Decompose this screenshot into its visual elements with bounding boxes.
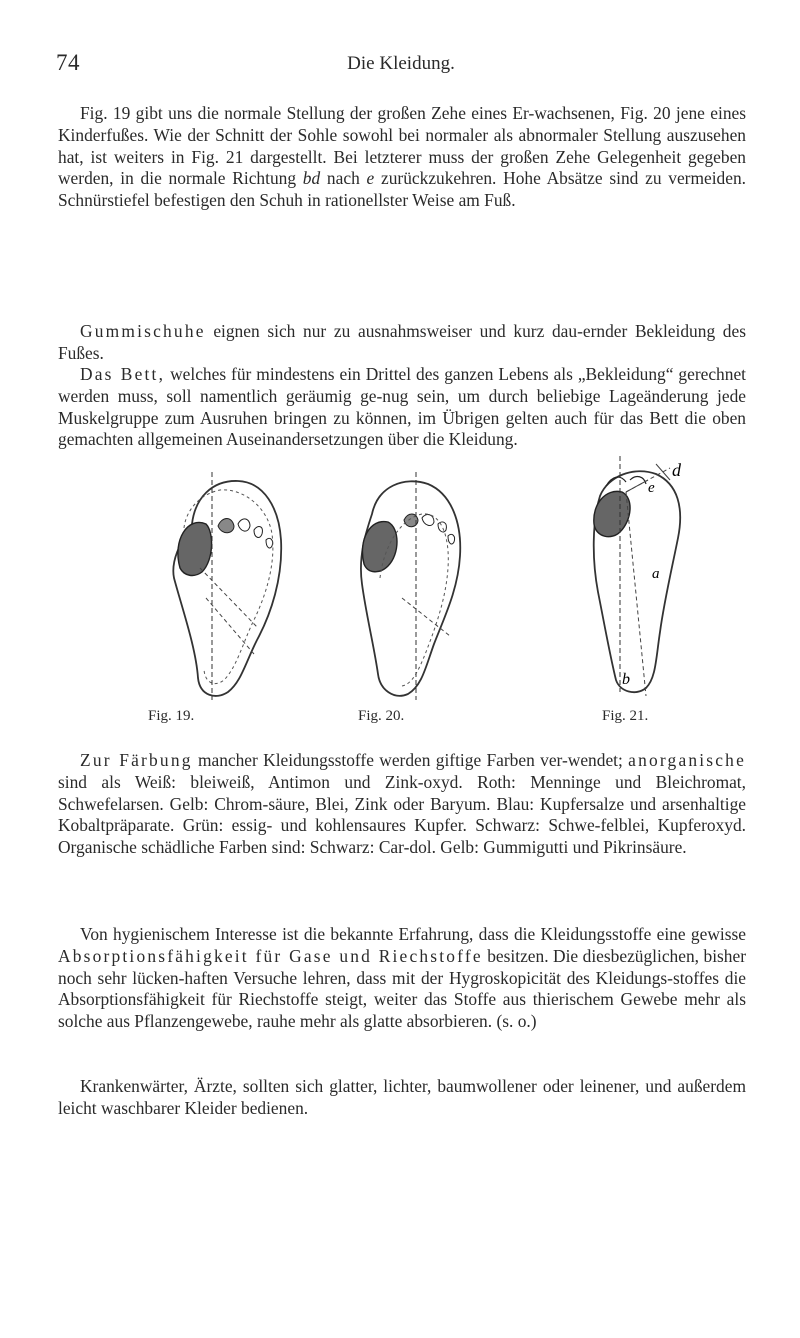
label-bd: bd [302, 168, 321, 189]
paragraph-dyes: Zur Färbung mancher Kleidungsstoffe werden giftige Farben ver-wendet; anorganische sind als Weiß: bleiweiß, Antimon und Zink-oxyd. Roth: Menninge und Bleichromat, Schwefelarsen. Gelb: Chrom-säure, Blei, Zink oder Baryum. Blau: Kupfersalze und arsenhaltige Kobaltpräparate. Grün: essig- und kohlensaures Kupfer. Schwarz: Schwe-felblei, Kupferoxyd. Organische schädliche Farben sind: Schwarz: Car-dol. Gelb: Gummigutti und Pikrinsäure. [58, 750, 746, 858]
figure-19-caption: Fig. 19. [148, 708, 195, 724]
section-head-anorganische: anorganische [628, 750, 746, 770]
section-head-gummischuhe: Gummischuhe [80, 321, 206, 341]
paragraph-toe-position: Fig. 19 gibt uns die normale Stellung der großen Zehe eines Er-wachsenen, Fig. 20 jene eines Kinderfußes. Wie der Schnitt der Sohle sowohl bei normaler als abnormaler Stellung auszusehen hat, ist weiters in Fig. 21 dargestellt. Bei letzterer muss der großen Zehe Gelegenheit gegeben werden, in die normale Richtung bd nach e zurückzukehren. Hohe Absätze sind zu vermeiden. Schnürstiefel befestigen den Schuh in rationellster Weise am Fuß. [58, 103, 746, 211]
section-head-absorption: Absorptionsfähigkeit für Gase und Riechstoffe [58, 945, 483, 966]
figure-19-adult-foot-outline [140, 468, 290, 702]
figure-21-label-a: a [652, 566, 660, 582]
paragraph-bed: Das Bett, welches für mindestens ein Drittel des ganzen Lebens als „Bekleidung“ gerechnet werden muss, soll namentlich geräumig ge-nug sein, um durch beliebige Lageänderung jede Muskelgruppe zum Ausruhen bringen zu können, im Übrigen gelten auch für das Bett die oben gemachten allgemeinen Auseinandersetzungen über die Kleidung. [58, 364, 746, 450]
running-title: Die Kleidung. [347, 53, 455, 74]
figure-21-sole-section [560, 452, 710, 702]
figure-20-caption: Fig. 20. [358, 708, 405, 724]
page-number: 74 [56, 50, 80, 75]
paragraph-rubber-shoes: Gummischuhe eignen sich nur zu ausnahmsweiser und kurz dau-ernder Bekleidung des Fußes. [58, 321, 746, 363]
paragraph-absorption: Von hygienischem Interesse ist die bekannte Erfahrung, dass die Kleidungsstoffe eine gewisse Absorptionsfähigkeit für Gase und Riechstoffe besitzen. Die diesbezüglichen, bisher noch sehr lücken-haften Versuche lehren, dass mit der Hygroskopicität des Kleidungs-stoffes die Absorptionsfähigkeit für Riechstoffe steigt, weiter das Stoffe aus thierischem Gewebe mehr als solche aus Pflanzengewebe, rauhe mehr als glatte absorbieren. (s. o.) [58, 924, 746, 1032]
section-head-bett: Das Bett, [80, 364, 166, 384]
figure-20-child-foot-outline [318, 468, 478, 702]
figure-21-label-b: b [622, 671, 630, 688]
figure-21-caption: Fig. 21. [602, 708, 649, 724]
label-e: e [366, 168, 375, 189]
figure-21-label-e: e [648, 480, 655, 496]
paragraph-nurses: Krankenwärter, Ärzte, sollten sich glatter, lichter, baumwollener oder leinener, und außerdem leicht waschbarer Kleider bedienen. [58, 1076, 746, 1118]
section-head-faerbung: Zur Färbung [80, 750, 193, 770]
figure-21-label-d: d [672, 460, 681, 480]
page-header [56, 50, 746, 80]
